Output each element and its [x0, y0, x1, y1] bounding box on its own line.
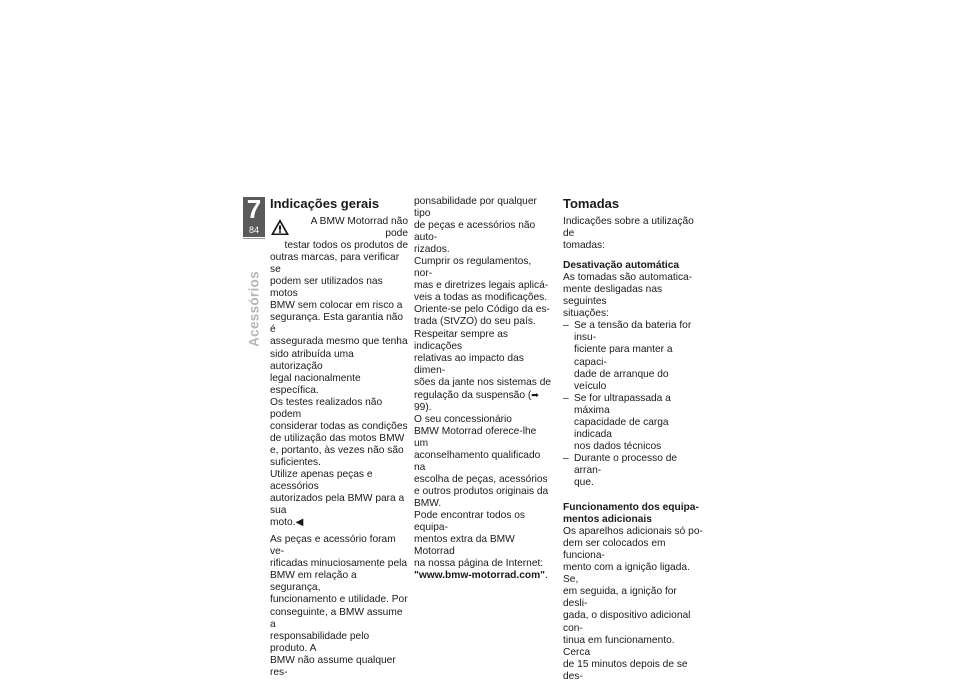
text-line: autorizados pela BMW para a sua	[270, 493, 405, 517]
text-line: que.	[574, 476, 594, 488]
paragraph-parts-checked	[270, 534, 408, 679]
text-line: Funcionamento dos equipa-	[563, 502, 699, 514]
text-line: Os aparelhos adicionais só po-	[563, 526, 703, 538]
text-line: As peças e acessório foram ve-	[270, 534, 396, 558]
text-line: mentos extra da BMW Motorrad	[414, 534, 515, 558]
text-line: BMW Motorrad oferece-lhe um	[414, 425, 537, 449]
website-link[interactable]: "www.bmw-motorrad.com"	[414, 570, 545, 582]
tab-divider	[243, 238, 265, 239]
column-sockets	[563, 196, 703, 683]
text-line: legal nacionalmente específica.	[270, 372, 361, 396]
arrow-right-icon: ➡	[531, 389, 539, 400]
text-line: BMW.	[414, 498, 442, 510]
chapter-tab	[243, 194, 265, 237]
text-line: Respeitar sempre as indicações	[414, 328, 508, 352]
text-line: responsabilidade pelo produto. A	[270, 630, 370, 654]
condition-list	[563, 320, 703, 489]
text-line: moto.◀	[270, 517, 304, 529]
text-line: suficientes.	[270, 456, 321, 468]
text-line: escolha de peças, acessórios	[414, 474, 548, 486]
subheading-accessories	[563, 502, 703, 526]
text-line: de peças e acessórios não auto-	[414, 220, 536, 244]
text-line: O seu concessionário	[414, 413, 512, 425]
text-line: de 15 minutos depois de se des-	[563, 658, 688, 682]
text-span: regulação da suspensão (	[414, 389, 532, 401]
text-line: tinua em funcionamento. Cerca	[563, 634, 675, 658]
warning-icon	[270, 218, 290, 236]
text-span: .	[544, 570, 548, 582]
text-line: e outros produtos originais da	[414, 486, 549, 498]
warning-text	[270, 216, 408, 252]
text-span: 99).	[414, 401, 432, 413]
text-line: mente desligadas nas seguintes	[563, 284, 663, 308]
text-line: As tomadas são automatica-	[563, 272, 693, 284]
list-item	[563, 393, 703, 453]
text-line: e, portanto, às vezes não são	[270, 444, 404, 456]
text-line: tomadas:	[563, 240, 605, 252]
text-line: trada (StVZO) do seu país.	[414, 316, 536, 328]
text-line: sões da jante nos sistemas de	[414, 376, 552, 388]
text-line: outras marcas, para verificar se	[270, 252, 400, 276]
list-item	[563, 453, 703, 489]
text-line: mentos adicionais	[563, 514, 652, 526]
text-line: capacidade de carga indicada	[574, 416, 669, 440]
warning-line: testar todos os produtos de	[284, 240, 408, 252]
text-line: gada, o dispositivo adicional con-	[563, 610, 691, 634]
text-line: – Durante o processo de arran-	[574, 452, 678, 476]
text-line: Cumprir os regulamentos, nor-	[414, 256, 532, 280]
page-number: 84	[248, 225, 259, 235]
text-line: ponsabilidade por qualquer tipo	[414, 196, 537, 220]
text-line: dade de arranque do veículo	[574, 368, 669, 392]
text-line: funcionamento e utilidade. Por	[270, 594, 408, 606]
warning-body	[270, 252, 408, 529]
text-line: BMW em relação a segurança,	[270, 570, 357, 594]
section-label-text: Acessórios	[246, 271, 262, 347]
text-line: veis a todas as modificações.	[414, 292, 548, 304]
text-line: – Se a tensão da bateria for insu-	[574, 320, 692, 344]
text-line: assegurada mesmo que tenha	[270, 336, 408, 348]
text-line: conseguinte, a BMW assume a	[270, 606, 403, 630]
text-line: segurança. Esta garantia não é	[270, 312, 404, 336]
text-line: rificadas minuciosamente pela	[270, 558, 408, 570]
text-line: situações:	[563, 308, 609, 320]
text-line: mento com a ignição ligada. Se,	[563, 562, 690, 586]
list-item	[563, 320, 703, 392]
text-line: BMW sem colocar em risco a	[270, 300, 403, 312]
chapter-number: 7	[246, 194, 262, 224]
text-line: ficiente para manter a capaci-	[574, 344, 673, 368]
text-line: nos dados técnicos	[574, 440, 662, 452]
text-line: de utilização das motos BMW	[270, 432, 405, 444]
text-line: podem ser utilizados nas motos	[270, 276, 383, 300]
section-label	[243, 262, 265, 357]
text-line: – Se for ultrapassada a máxima	[574, 392, 671, 416]
page-reference-line	[414, 389, 552, 414]
text-line: Indicações sobre a utilização de	[563, 216, 694, 240]
column-general-info	[270, 196, 408, 679]
text-line: relativas ao impacto das dimen-	[414, 352, 524, 376]
text-line: sido atribuída uma autorização	[270, 348, 354, 372]
subheading-auto-off: Desativação automática	[563, 260, 680, 272]
warning-line: A BMW Motorrad não pode	[310, 216, 408, 240]
text-line: BMW não assume qualquer res-	[270, 654, 396, 678]
column-continuation	[414, 196, 552, 583]
text-line: Utilize apenas peças e acessórios	[270, 468, 373, 493]
heading-sockets: Tomadas	[563, 196, 620, 211]
text-line: considerar todas as condições	[270, 420, 408, 432]
text-line: aconselhamento qualificado na	[414, 449, 541, 474]
text-line: Os testes realizados não podem	[270, 396, 383, 420]
text-line: dem ser colocados em funciona-	[563, 538, 666, 562]
text-line: em seguida, a ignição for desli-	[563, 586, 677, 610]
heading-general-info: Indicações gerais	[270, 196, 380, 211]
text-line: mas e diretrizes legais aplicá-	[414, 280, 549, 292]
website-line	[414, 570, 552, 582]
text-line: Pode encontrar todos os equipa-	[414, 510, 526, 534]
text-line: rizados.	[414, 244, 450, 256]
text-line: na nossa página de Internet:	[414, 558, 544, 570]
text-line: Oriente-se pelo Código da es-	[414, 304, 550, 316]
